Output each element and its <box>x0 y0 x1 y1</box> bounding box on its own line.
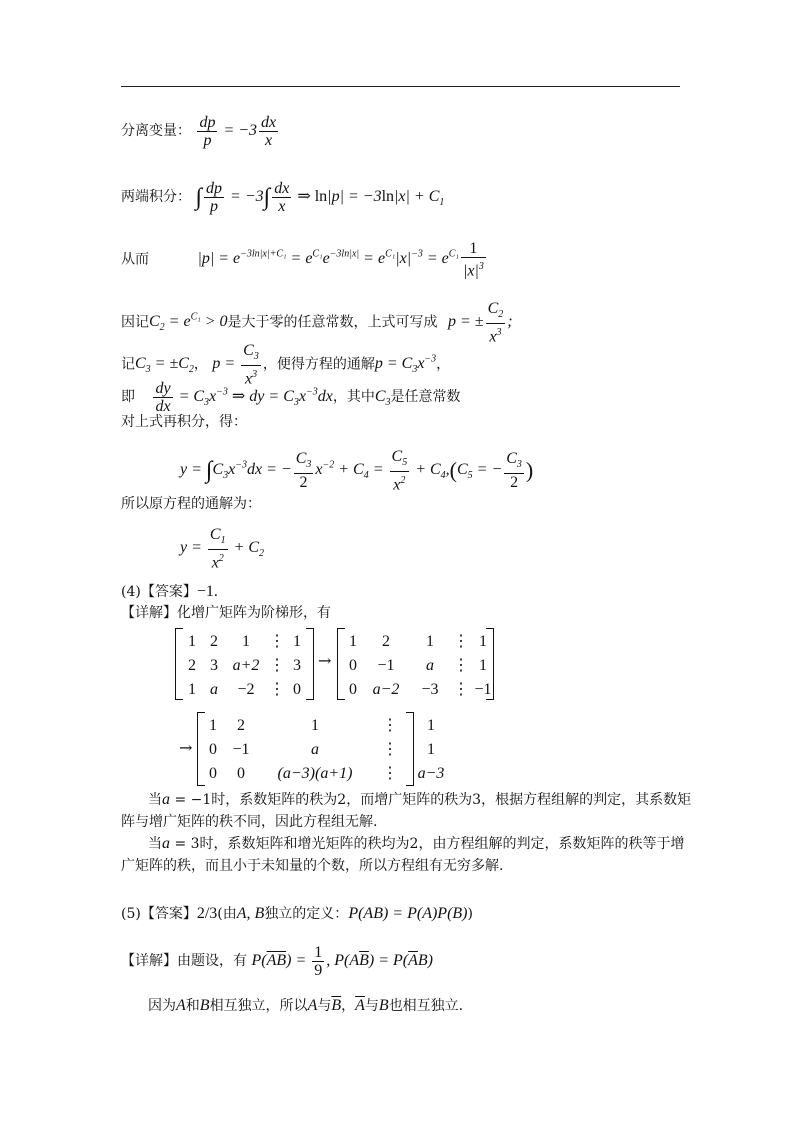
text: ，其中 <box>332 389 375 406</box>
matrix-cell: a−2 <box>372 681 400 698</box>
matrix-cell: 0 <box>237 765 245 782</box>
formula: $C_2 = e^{C_1} > 0$ <box>149 312 228 334</box>
paragraph-a-neg1-cont <box>121 812 377 832</box>
formula: $\frac{dy}{dx}$ = $C_3x^{-3}$ ⇒ dy = $C_3x^{-3}dx$ <box>155 380 333 415</box>
formula: p = $\frac{C_3}{x^3}$ <box>212 342 259 388</box>
matrix-cell: 0 <box>349 657 357 674</box>
thus-line <box>121 240 488 279</box>
p4-detail <box>121 603 331 623</box>
echelon-matrix-step1 <box>344 632 494 700</box>
p5-independence <box>148 996 463 1016</box>
text: 所以原方程的通解为： <box>121 496 261 512</box>
text: 即 <box>121 389 135 406</box>
matrix-cell: 1 <box>349 633 357 650</box>
separate-variables-line <box>121 114 280 149</box>
text: ， <box>436 356 451 373</box>
matrix-cell: 1 <box>427 717 435 734</box>
integrate-line <box>121 180 444 215</box>
text: 广矩阵的秩，而且小于未知量的个数，所以方程组有无穷多解. <box>121 858 504 874</box>
matrix-cell: 1 <box>427 741 435 758</box>
formula: $C_3 = \pm C_2$ <box>135 355 194 376</box>
matrix-cell: 2 <box>382 633 390 650</box>
matrix-cell: 1 <box>311 717 319 734</box>
matrix-cell: ⋮ <box>269 681 285 698</box>
matrix-cell: ⋮ <box>453 633 469 650</box>
text: 时，系数矩阵和增光矩阵的秩均为2，由方程组解的判定，系数矩阵的秩等于增 <box>199 836 685 852</box>
matrix-cell: 0 <box>209 741 217 758</box>
matrix-cell: a <box>210 681 218 698</box>
text: 和 <box>185 998 200 1014</box>
text: (5)【答案】 <box>121 906 197 922</box>
text: ，便得方程的通解 <box>262 356 375 373</box>
echelon-matrix-final <box>204 716 452 784</box>
matrix-cell: ⋮ <box>382 741 398 758</box>
matrix-cell: −3 <box>421 681 439 698</box>
matrix-cell: 3 <box>293 657 301 674</box>
text: 是大于零的任意常数，上式可写成 <box>227 314 438 331</box>
formula: $\overline{A}$ <box>355 997 365 1014</box>
text: 是任意常数 <box>390 389 461 406</box>
text: 【详解】化增广矩阵为阶梯形，有 <box>121 605 331 621</box>
matrix-cell: a <box>311 741 319 758</box>
matrix-cell: 2 <box>210 633 218 650</box>
matrix-cell: −1 <box>232 741 250 758</box>
augmented-matrix <box>182 632 306 700</box>
arrow-icon: → <box>179 738 193 757</box>
answer-value: −1. <box>196 583 218 600</box>
formula: p = ± $\frac{C_2}{x^3}$ ; <box>447 300 513 346</box>
matrix-cell: a+2 <box>232 657 260 674</box>
formula: $\frac{dp}{p}$ = −3 $\frac{dx}{x}$ <box>199 114 277 149</box>
ji-line <box>121 380 461 415</box>
integrate-again-line <box>121 412 247 432</box>
matrix-cell: −1 <box>474 681 492 698</box>
matrix-bracket-right <box>306 628 314 700</box>
text: 相互独立，所以 <box>209 998 308 1014</box>
formula: $P(\overline{AB})$ = $\frac{1}{9}$ , $P(A\overline{B}) = P(\overline{A}B)$ <box>251 944 434 979</box>
text: 两端积分： <box>121 189 191 206</box>
matrix-cell: ⋮ <box>453 657 469 674</box>
text: (由 <box>217 906 237 922</box>
text: 与 <box>317 998 332 1014</box>
matrix-cell: 2 <box>188 657 196 674</box>
formula: $p = C_3x^{-3}$ <box>374 354 437 376</box>
matrix-cell: ⋮ <box>269 657 285 674</box>
matrix-cell: 1 <box>479 657 487 674</box>
text: 当 <box>148 836 162 852</box>
matrix-cell: 2 <box>237 717 245 734</box>
matrix-cell: 1 <box>188 633 196 650</box>
text: 与 <box>364 998 379 1014</box>
matrix-cell: 0 <box>349 681 357 698</box>
p5-answer: (5)【答案】2/3(由A, B独立的定义：P(AB) = P(A)P(B)) <box>121 905 473 922</box>
formula: A <box>176 997 186 1014</box>
text: 从而 <box>121 251 149 268</box>
matrix-cell: a <box>426 657 434 674</box>
note-c2-line <box>121 300 513 346</box>
matrix-bracket-right <box>486 628 494 700</box>
paragraph-a-neg1: 当a = −1时，系数矩阵的秩为2，而增广矩阵的秩为3，根据方程组解的判定，其系数矩 <box>148 791 692 808</box>
text: 分离变量： <box>121 123 191 140</box>
matrix-cell: 1 <box>242 633 250 650</box>
text: ， <box>341 998 356 1014</box>
matrix-cell: 1 <box>479 633 487 650</box>
text: 因记 <box>121 314 149 331</box>
formula: $y = \int C_3x^{-3}dx$ = − $\frac{C_3}{2}$ $x^{-2} + C_4$ = $\frac{C_5}{x^2}$ + $C_4,(C_5$ = − $\frac{C_3}{2}$ ) <box>180 448 534 494</box>
formula: A, B <box>236 905 265 922</box>
integral-formula <box>180 448 533 494</box>
text: 时，系数矩阵的秩为2，而增广矩阵的秩为3，根据方程组解的判定，其系数矩 <box>211 792 692 808</box>
formula: $|p| = e^{-3ln|x|+C_1} = e^{C_1}e^{-3ln|x|} = e^{C_1}|x|^{-3} = e^{C_1}$ $\frac{1}{|x|^3}$ <box>197 240 484 280</box>
matrix-cell: ⋮ <box>453 681 469 698</box>
paragraph-a-3-cont <box>121 856 503 876</box>
matrix-cell: 1 <box>188 681 196 698</box>
formula: B <box>199 997 210 1014</box>
text: 独立的定义： <box>264 906 349 922</box>
formula: a <box>162 835 170 852</box>
matrix-cell: 0 <box>293 681 301 698</box>
text: 因为 <box>148 998 176 1014</box>
matrix-cell: 3 <box>210 657 218 674</box>
formula: $C_3$ <box>374 388 391 409</box>
matrix-cell: −1 <box>377 657 395 674</box>
header-rule <box>121 86 680 87</box>
formula: B <box>378 997 389 1014</box>
matrix-cell: ⋮ <box>382 765 398 782</box>
text: 记 <box>121 356 135 373</box>
formula: $\overline{B}$ <box>331 997 342 1014</box>
text: 阵与增广矩阵的秩不同，因此方程组无解. <box>121 814 378 830</box>
text: 也相互独立. <box>388 998 464 1014</box>
answer-value: 2/3 <box>196 905 218 922</box>
matrix-cell: a−3 <box>417 765 445 782</box>
text: 当 <box>148 792 162 808</box>
matrix-cell: 1 <box>426 633 434 650</box>
matrix-cell: (a−3)(a+1) <box>277 765 353 782</box>
matrix-bracket-right <box>406 712 414 786</box>
formula: y = $\frac{C_1}{x^2}$ + $C_2$ <box>180 526 265 572</box>
paragraph-a-3: 当a = 3时，系数矩阵和增光矩阵的秩均为2，由方程组解的判定，系数矩阵的秩等于增 <box>148 835 685 852</box>
formula: A <box>307 997 318 1014</box>
matrix-cell: 1 <box>293 633 301 650</box>
matrix-cell: 0 <box>209 765 217 782</box>
formula: P(AB) = P(A)P(B) <box>348 905 468 922</box>
general-solution-formula <box>180 526 264 572</box>
text: 【详解】由题设，有 <box>121 953 247 970</box>
matrix-cell: ⋮ <box>382 717 398 734</box>
p5-detail <box>121 944 433 979</box>
matrix-cell: −2 <box>237 681 255 698</box>
arrow-icon: → <box>318 651 332 670</box>
text: (4)【答案】 <box>121 584 197 600</box>
note-c3-line: 记$C_3 = \pm C_2$， p = $\frac{C_3}{x^3}$ ，便得方程的通解$p = C_3x^{-3}$， <box>121 342 451 388</box>
text: 对上式再积分，得： <box>121 414 247 430</box>
matrix-cell: 1 <box>209 717 217 734</box>
p4-answer <box>121 582 218 602</box>
matrix-cell: ⋮ <box>269 633 285 650</box>
general-solution-label <box>121 494 261 514</box>
formula: a <box>162 791 170 808</box>
formula: ∫ $\frac{dp}{p}$ = −3∫ $\frac{dx}{x}$ ⇒ $\ln|p| = -3\ln|x| + C_1$ <box>195 180 445 215</box>
